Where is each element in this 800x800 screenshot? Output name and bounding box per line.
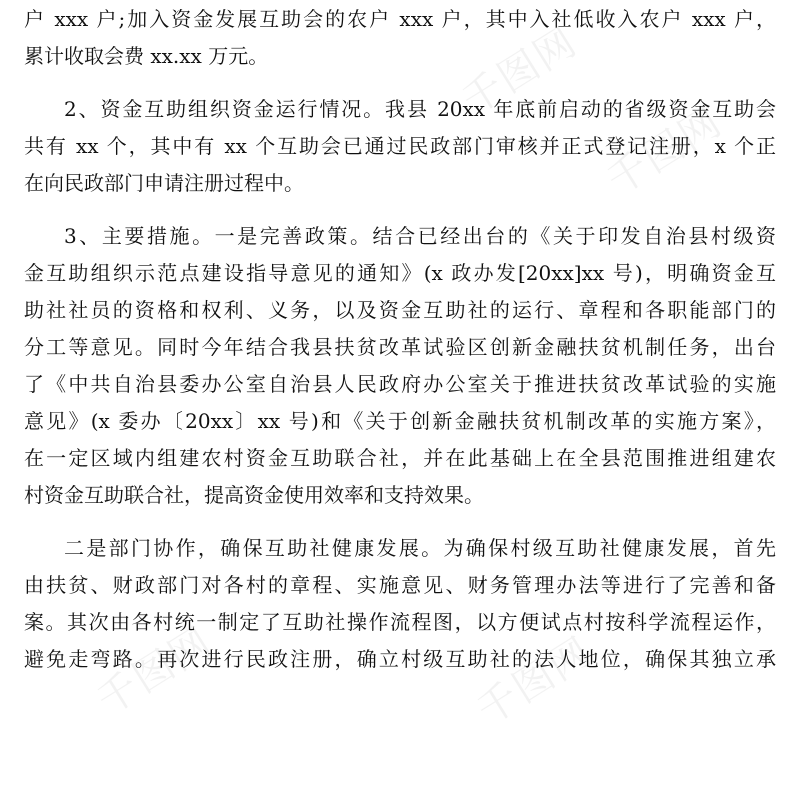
text-line: 避免走弯路。再次进行民政注册，确立村级互助社的法人地位，确保其独立承 [24, 647, 776, 671]
watermark: 千图网 [599, 98, 731, 205]
text-line: 村资金互助联合社，提高资金使用效率和支持效果。 [24, 483, 484, 507]
watermark: 千图网 [89, 618, 221, 725]
text-line: 金互助组织示范点建设指导意见的通知》(x 政办发[20xx]xx 号)，明确资金互 [24, 261, 776, 285]
text-line: 2、资金互助组织资金运行情况。我县 20xx 年底前启动的省级资金互助会 [64, 97, 776, 121]
watermark: 千图网 [469, 628, 601, 735]
watermark: 千图网 [454, 18, 586, 125]
text-line: 分工等意见。同时今年结合我县扶贫改革试验区创新金融扶贫机制任务，出台 [24, 335, 776, 359]
paragraph-department-coordination [24, 530, 776, 678]
paragraph-continued [24, 0, 776, 75]
document-body [24, 0, 776, 678]
text-line: 二是部门协作，确保互助社健康发展。为确保村级互助社健康发展，首先 [64, 536, 776, 560]
text-line: 了《中共自治县委办公室自治县人民政府办公室关于推进扶贫改革试验的实施 [24, 372, 776, 396]
text-line: 累计收取会费 xx.xx 万元。 [24, 44, 269, 68]
text-line: 3、主要措施。一是完善政策。结合已经出台的《关于印发自治县村级资 [64, 224, 776, 248]
text-line: 在一定区域内组建农村资金互助联合社，并在此基础上在全县范围推进组建农 [24, 446, 776, 470]
text-line: 助社社员的资格和权利、义务，以及资金互助社的运行、章程和各职能部门的 [24, 298, 776, 322]
text-line: 意见》(x 委办〔20xx〕xx 号)和《关于创新金融扶贫机制改革的实施方案》， [24, 409, 776, 433]
paragraph-fund-operation [24, 91, 776, 202]
text-line: 在向民政部门申请注册过程中。 [24, 171, 304, 195]
text-line: 案。其次由各村统一制定了互助社操作流程图，以方便试点村按科学流程运作， [24, 610, 776, 634]
text-line: 共有 xx 个，其中有 xx 个互助会已通过民政部门审核并正式登记注册，x 个正 [24, 134, 776, 158]
text-line: 户 xxx 户;加入资金发展互助会的农户 xxx 户，其中入社低收入农户 xxx 户， [24, 7, 776, 31]
paragraph-main-measures [24, 218, 776, 514]
text-line: 由扶贫、财政部门对各村的章程、实施意见、财务管理办法等进行了完善和备 [24, 573, 776, 597]
